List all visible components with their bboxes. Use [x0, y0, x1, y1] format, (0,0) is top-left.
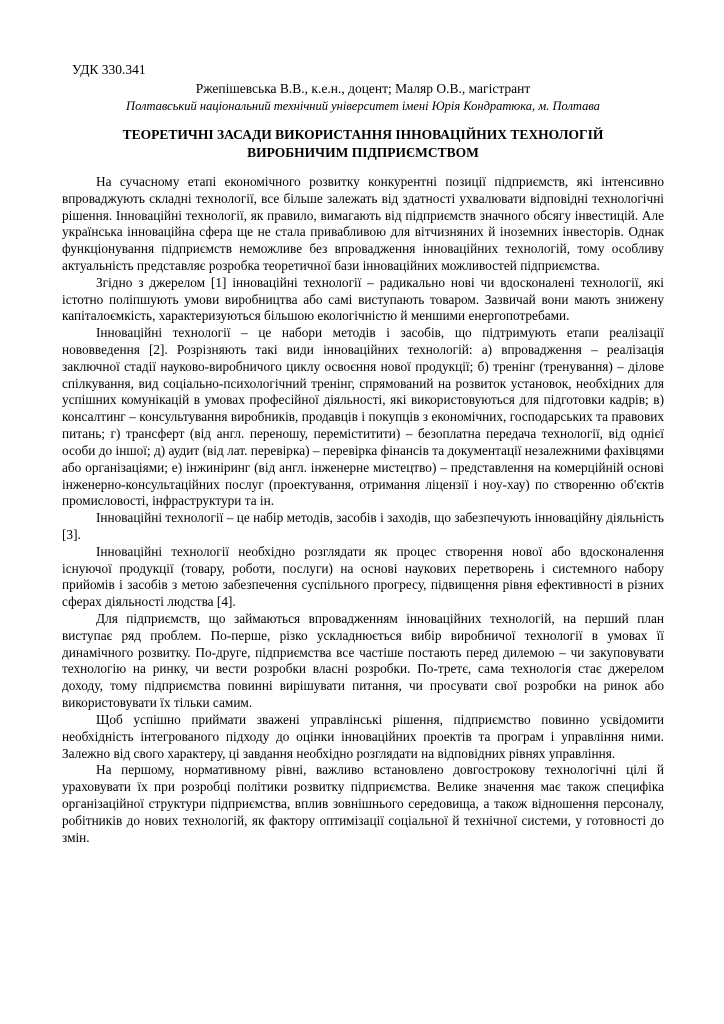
title-line-2: ВИРОБНИЧИМ ПІДПРИЄМСТВОМ	[247, 144, 479, 160]
body-paragraph: Інноваційні технології – це набори методів і засобів, що підтримують етапи реалізації нововведення [2]. Розрізняють такі види інноваційних технологій: а) впровадження – реалізація заключної стадії науково-виробничого циклу освоєння нової продукції; б) тренінг (тренування) – ділове спілкування, вид соціально-психологічний тренінг, спрямований на розвиток установок, необхідних для успішних комунікацій в умовах професійної діяльності, які використовуються для підготовки кадрів; в) консалтинг – консультування виробників, продавців і покупців з економічних, господарських та правових питань; г) трансферт (від англ. переношу, переміститити) – безоплатна передача технології, від однієї особи до іншої; д) аудит (від лат. перевірка) – перевірка фінансів та документації незалежними фахівцями або організаціями; е) інжиніринг (від англ. інженерне мистецтво) – представлення на комерційній основі інженерно-консультаційних послуг (проектування, отримання ліцензії і ноу-хау) по створенню об'єктів промисловості, інфраструктури та ін.	[62, 325, 664, 509]
body-paragraph: Інноваційні технології необхідно розглядати як процес створення нової або вдосконалення існуючої продукції (товару, роботи, послуги) на основі наукових перетворень і системного набору прийомів і засобів з метою забезпечення суспільного прогресу, підвищення рівня ефективності в різних сферах діяльності людства [4].	[62, 543, 664, 610]
affiliation-line: Полтавський національний технічний університет імені Юрія Кондратюка, м. Полтава	[126, 98, 600, 113]
page-title	[62, 126, 664, 161]
title-line-1: ТЕОРЕТИЧНІ ЗАСАДИ ВИКОРИСТАННЯ ІННОВАЦІЙНИХ ТЕХНОЛОГІЙ	[122, 127, 604, 143]
body-paragraph: Щоб успішно приймати зважені управлінські рішення, підприємство повинно усвідомити необхідність інтегрованого підходу до оцінки інноваційних проектів та програм і управління ними. Залежно від свого характеру, ці завдання необхідно розглядати на відповідних рівнях управління.	[62, 711, 664, 761]
authors-line: Ржепішевська В.В., к.е.н., доцент; Маляр О.В., магістрант	[195, 80, 531, 96]
body-paragraph: На сучасному етапі економічного розвитку конкурентні позиції підприємств, які інтенсивно впроваджують складні технології, все більше залежать від здатності ухвалювати відповідні технологічні рішення. Інноваційні технології, як правило, вимагають від підприємств значного обсягу інвестицій. Але українська інноваційна сфера ще не стала привабливою для вітчизняних й іноземних інвесторів. Однак функціонування підприємств неможливе без впровадження інноваційних технологій, тому особливу актуальність представляє розробка теоретичної бази інноваційних можливостей підприємства.	[62, 173, 664, 273]
body-paragraph: Для підприємств, що займаються впровадженням інноваційних технологій, на перший план виступає ряд проблем. По-перше, різко ускладнюється вибір виробничої технології в умовах її динамічного розвитку. По-друге, підприємства все частіше постають перед дилемою – чи закуповувати технологію на ринку, чи вести розробки власні розробки. По-третє, сама технологія стає джерелом доходу, тому підприємства повинні вирішувати питання, чи просувати свої розробки на ринок або використовувати їх тільки самим.	[62, 611, 664, 711]
udk-code: УДК 330.341	[72, 62, 146, 77]
body-paragraph: На першому, нормативному рівні, важливо встановлено довгострокову технологічні цілі й ураховувати їх при розробці політики розвитку підприємства. Велике значення має також специфіка організаційної структури підприємства, вплив зовнішнього середовища, а також відношення персоналу, робітників до нових технологій, як фактору оптимізації соціальної й технічної системи, у готовності до змін.	[62, 762, 664, 845]
body-paragraph: Інноваційні технології – це набір методів, засобів і заходів, що забезпечують інноваційну діяльність [3].	[62, 510, 664, 542]
body-paragraph: Згідно з джерелом [1] інноваційні технології – радикально нові чи вдосконалені технології, які істотно поліпшують умови виробництва або самі виступають товаром. Зазвичай вони мають знижену капіталоємкість, характеризуються більшою екологічністю й меншими енергопотребами.	[62, 274, 664, 324]
